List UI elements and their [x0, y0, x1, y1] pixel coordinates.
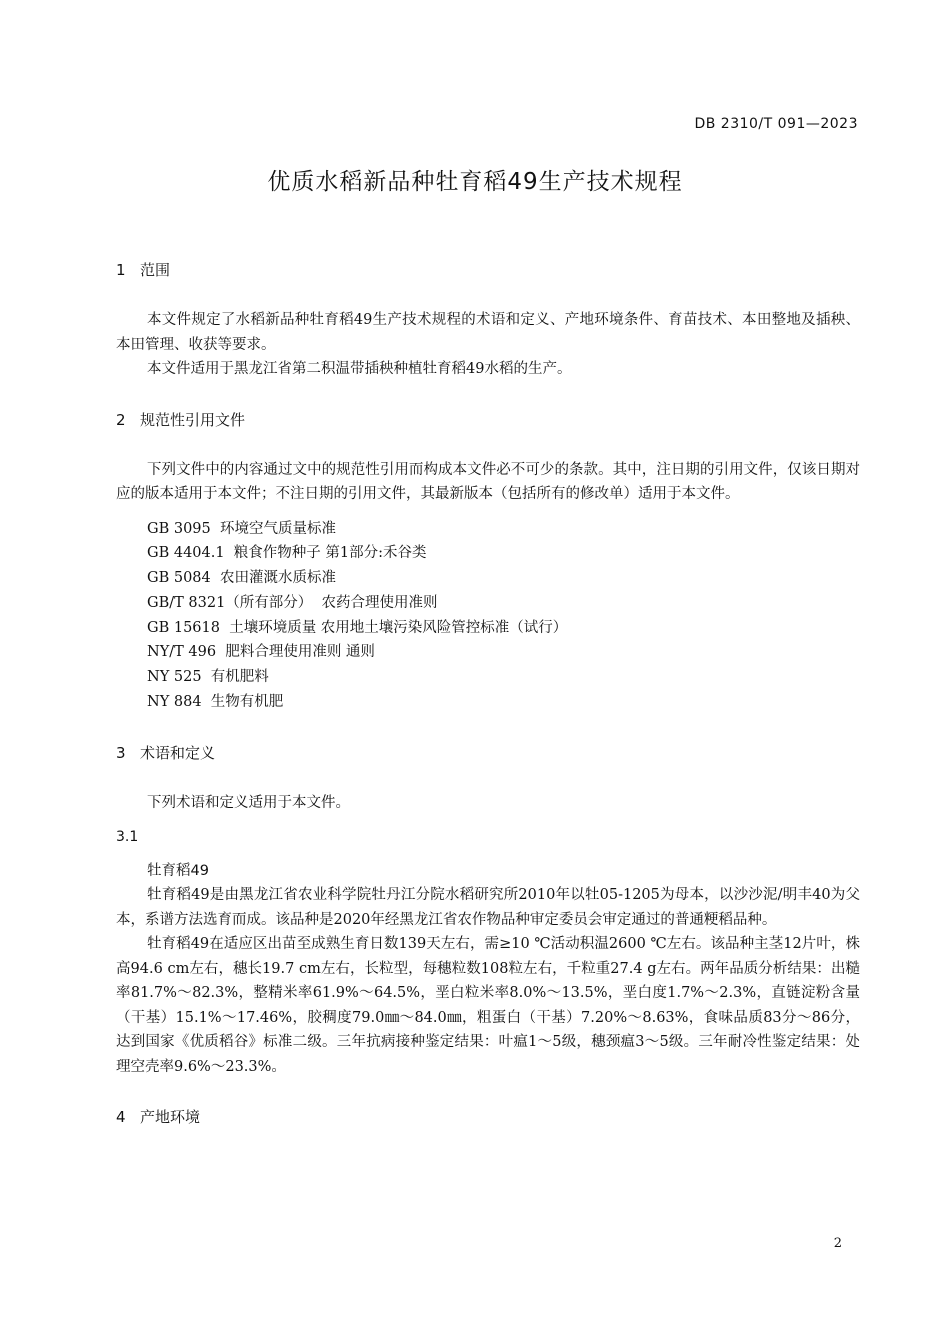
document-body — [116, 258, 860, 1129]
section-heading-terms — [116, 741, 860, 765]
section-title: 范围 — [140, 261, 171, 279]
reference-item: GB 3095 环境空气质量标准 — [147, 520, 336, 537]
reference-item: GB 4404.1 粮食作物种子 第1部分:禾谷类 — [147, 545, 427, 562]
subsection-number: 3.1 — [116, 829, 139, 846]
section-heading-environment — [116, 1105, 860, 1129]
paragraph: 下列文件中的内容通过文中的规范性引用而构成本文件必不可少的条款。其中，注日期的引用文件，仅该日期对应的版本适用于本文件；不注日期的引用文件，其最新版本（包括所有的修改单）适用于本文件。 — [116, 461, 860, 502]
section-title: 规范性引用文件 — [140, 410, 246, 429]
term-title: 牡育稻49 — [147, 863, 209, 880]
section-number: 4 — [116, 1108, 126, 1127]
page-number: 2 — [833, 1236, 842, 1251]
section-number: 1 — [116, 261, 126, 279]
reference-item: NY/T 496 肥料合理使用准则 通则 — [147, 644, 375, 661]
paragraph: 本文件适用于黑龙江省第二积温带插秧种植牡育稻49水稻的生产。 — [147, 361, 572, 377]
reference-item: NY 884 生物有机肥 — [147, 694, 284, 711]
section-number: 2 — [116, 410, 126, 429]
document-code: DB 2310/T 091—2023 — [694, 116, 858, 132]
document-title: 优质水稻新品种牡育稻49生产技术规程 — [267, 169, 683, 195]
section-heading-normative-references — [116, 408, 860, 432]
reference-item: GB 15618 土壤环境质量 农用地土壤污染风险管控标准（试行） — [147, 619, 568, 636]
paragraph: 牡育稻49是由黑龙江省农业科学院牡丹江分院水稻研究所2010年以牡05-1205为母本，以沙沙泥/明丰40为父本，系谱方法选育而成。该品种是2020年经黑龙江省农作物品种审定委员会审定通过的普通粳稻品种。 — [116, 887, 860, 928]
section-heading-scope — [116, 258, 860, 282]
reference-item: GB 5084 农田灌溉水质标准 — [147, 570, 336, 587]
section-title: 产地环境 — [140, 1108, 201, 1127]
section-title: 术语和定义 — [140, 743, 216, 762]
reference-item: NY 525 有机肥料 — [147, 669, 269, 686]
paragraph: 牡育稻49在适应区出苗至成熟生育日数139天左右，需≥10 ℃活动积温2600 ℃左右。该品种主茎12片叶，株高94.6 cm左右，穗长19.7 cm左右，长粒型，每穗粒数108粒左右，千粒重27.4 g左右。两年品质分析结果：出糙率81.7%～82.3%，整精米率61.9%～64.5%，垩白粒米率8.0%～13.5%，垩白度1.7%～2.3%，直链淀粉含量（干基）15.1%～17.46%，胶稠度79.0㎜～84.0㎜，粗蛋白（干基）7.20%～8.63%，食味品质83分～86分，达到国家《优质稻谷》标准二级。三年抗病接种鉴定结果：叶瘟1～5级，穗颈瘟3～5级。三年耐冷性鉴定结果：处理空壳率9.6%～23.3%。 — [116, 936, 860, 1075]
paragraph: 本文件规定了水稻新品种牡育稻49生产技术规程的术语和定义、产地环境条件、育苗技术、本田整地及插秧、本田管理、收获等要求。 — [116, 312, 860, 353]
reference-list — [116, 517, 860, 715]
reference-item: GB/T 8321（所有部分） 农药合理使用准则 — [147, 594, 438, 611]
section-number: 3 — [116, 743, 126, 762]
paragraph: 下列术语和定义适用于本文件。 — [147, 794, 350, 811]
